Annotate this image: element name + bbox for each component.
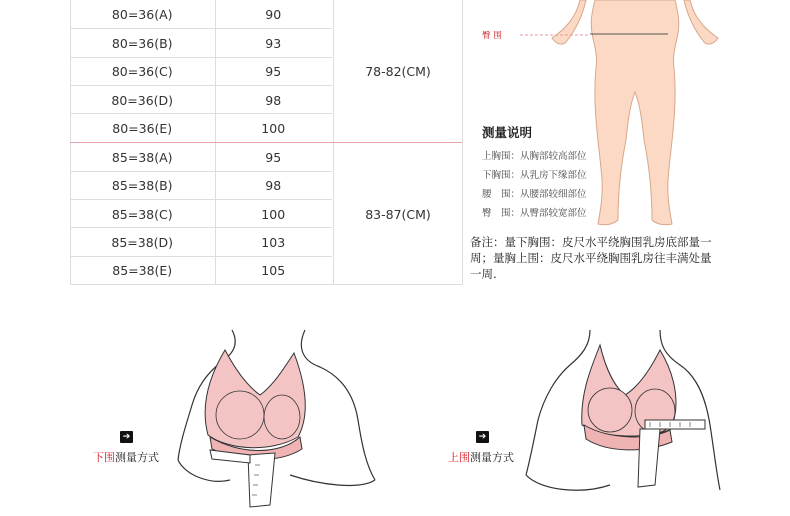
hip-label-dash [520, 34, 590, 36]
size-cell: 85=38(E) [112, 262, 173, 278]
bust-caption-text: 测量方式 [470, 451, 514, 464]
figure-border [462, 0, 463, 285]
value-cell: 98 [265, 177, 282, 193]
table-row [70, 0, 332, 28]
underbust-caption-highlight: 下围 [93, 451, 115, 464]
table-row [70, 114, 332, 142]
table-row [70, 143, 332, 171]
table-row [70, 200, 332, 228]
measurement-item: 下胸围：从乳房下缘部位 [482, 170, 587, 181]
size-cell: 85=38(D) [111, 234, 174, 250]
table-row [70, 29, 332, 57]
hip-label: 臀 围 [482, 31, 502, 41]
measurement-note: 备注：量下胸围：皮尺水平绕胸围乳房底部量一周；量胸上围：皮尺水平绕胸围乳房往丰满处量一周. [470, 235, 712, 281]
underbust-caption-text: 测量方式 [115, 451, 159, 464]
value-cell: 90 [265, 6, 282, 22]
size-cell: 80=36(E) [112, 120, 173, 136]
size-cell: 85=38(A) [111, 149, 173, 165]
size-cell: 80=36(C) [111, 63, 173, 79]
table-row [70, 86, 332, 114]
value-cell: 95 [265, 63, 282, 79]
arrow-icon: ➔ [476, 431, 489, 443]
measurement-item: 臀 围：从臀部较宽部位 [482, 208, 587, 219]
range-cell: 83-87(CM) [365, 207, 431, 222]
value-cell: 93 [265, 35, 282, 51]
value-cell: 100 [261, 120, 286, 136]
measurement-item: 腰 围：从腰部较细部位 [482, 189, 587, 200]
underbust-measure-illustration [170, 325, 385, 515]
value-cell: 105 [261, 262, 286, 278]
bust-caption-highlight: 上围 [448, 451, 470, 464]
value-cell: 103 [261, 234, 286, 250]
table-row [70, 228, 332, 256]
table-row [70, 256, 332, 284]
table-border-bottom [70, 284, 463, 285]
size-cell: 85=38(C) [111, 206, 173, 222]
measurement-title: 测量说明 [482, 125, 533, 140]
range-cell: 78-82(CM) [365, 64, 431, 79]
value-cell: 95 [265, 149, 282, 165]
bust-caption [448, 449, 514, 465]
bust-measure-illustration [520, 325, 735, 515]
size-table [70, 0, 462, 285]
value-cell: 100 [261, 206, 286, 222]
size-cell: 80=36(A) [111, 6, 173, 22]
size-cell: 80=36(B) [111, 35, 173, 51]
size-cell: 85=38(B) [111, 177, 173, 193]
arrow-icon: ➔ [120, 431, 133, 443]
table-row [70, 171, 332, 199]
value-cell: 98 [265, 92, 282, 108]
table-row [70, 57, 332, 85]
measurement-item: 上胸围：从胸部较高部位 [482, 151, 587, 162]
underbust-caption [93, 449, 159, 465]
size-cell: 80=36(D) [111, 92, 174, 108]
